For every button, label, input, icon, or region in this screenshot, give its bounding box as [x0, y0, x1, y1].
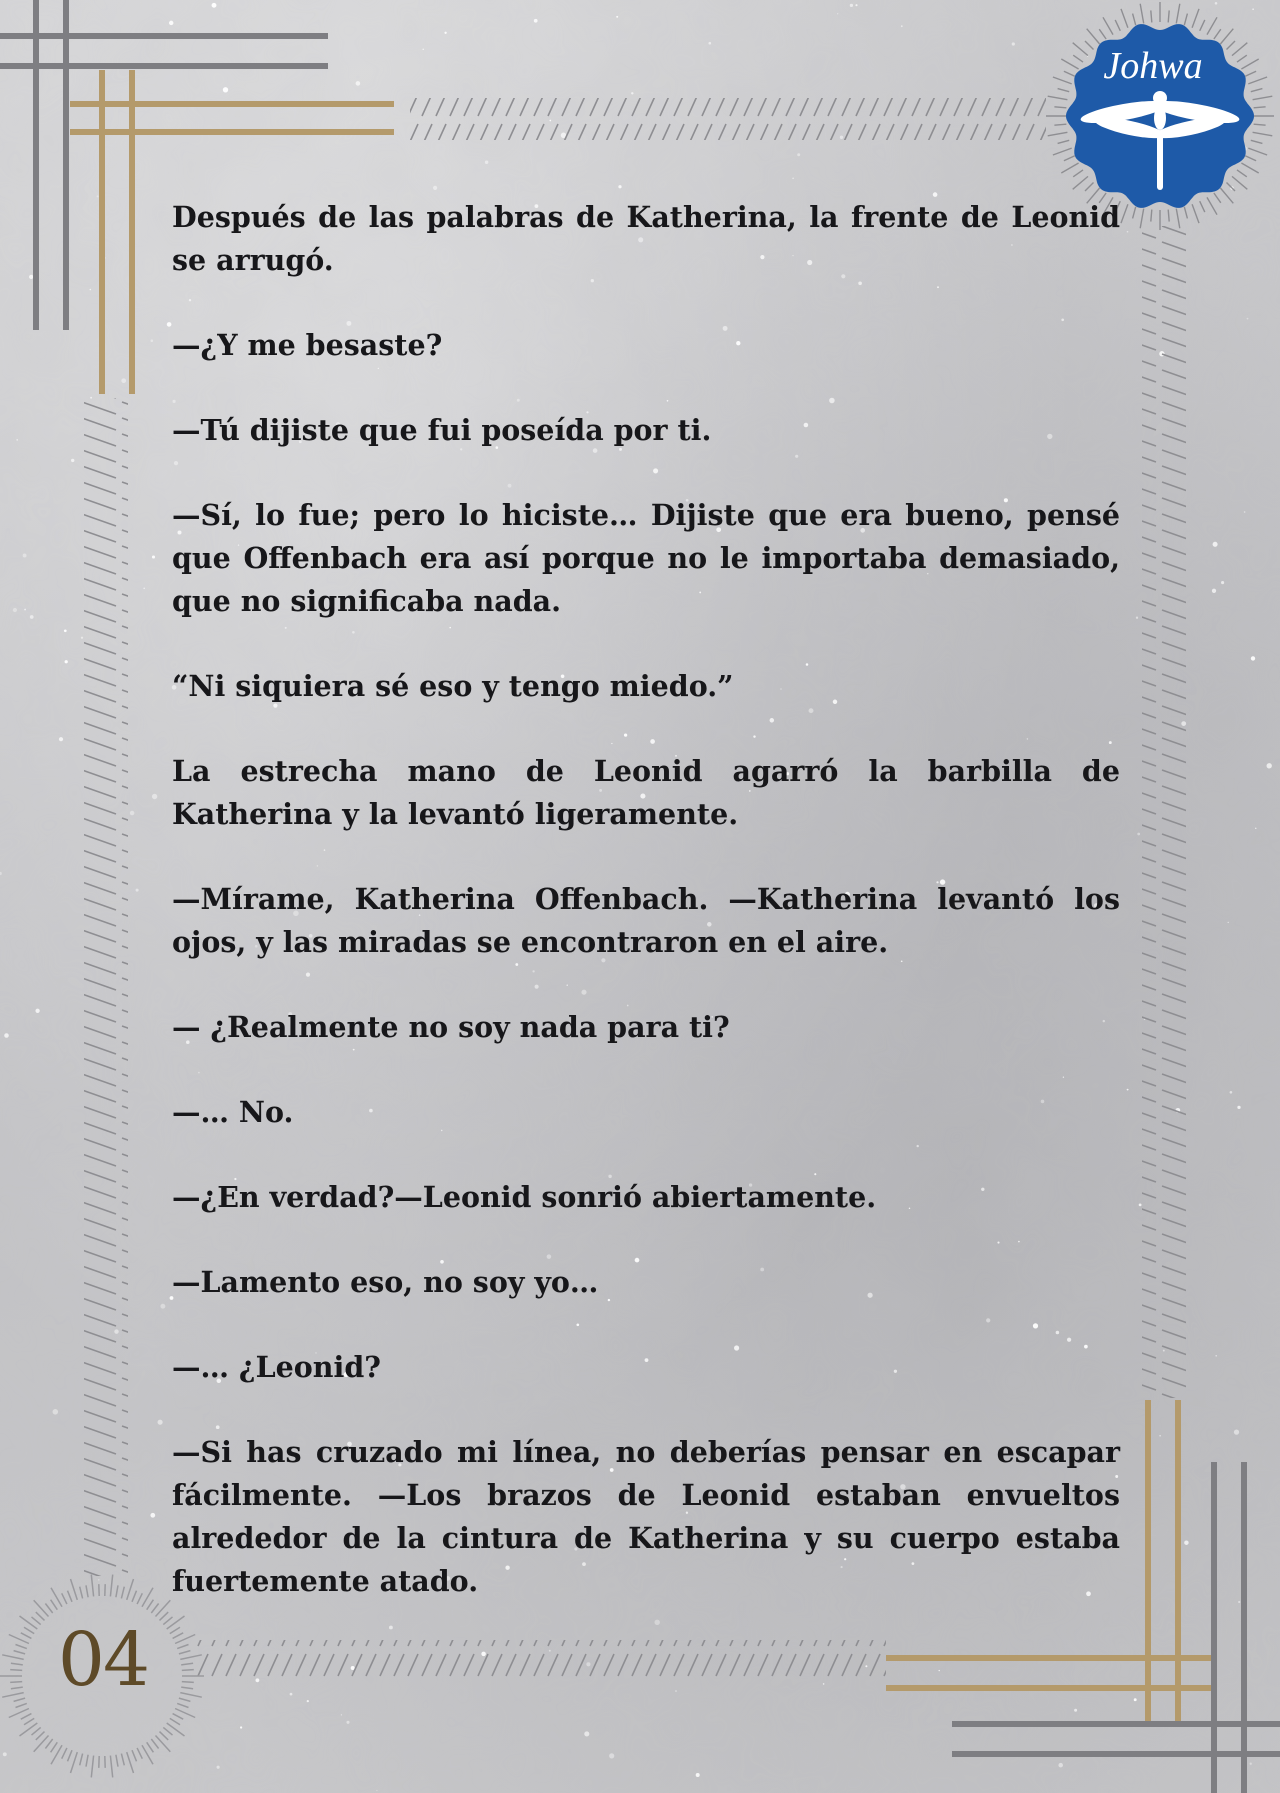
- right-hatch-border: [1142, 226, 1186, 1398]
- sparkle: [136, 889, 139, 892]
- sparkle: [53, 1409, 59, 1415]
- paragraph: “Ni siquiera sé eso y tengo miedo.”: [172, 669, 734, 703]
- sparkle: [609, 1753, 614, 1758]
- sparkle: [1184, 1540, 1188, 1544]
- sparkle: [121, 378, 126, 383]
- sparkle: [433, 186, 437, 190]
- sparkle: [71, 459, 74, 462]
- sparkle: [1213, 542, 1218, 547]
- sparkle: [1255, 828, 1256, 829]
- sparkle: [939, 1670, 940, 1671]
- paragraph: Después de las palabras de Katherina, la frente de Leonid se arrugó.: [172, 200, 1120, 277]
- sparkle: [1012, 42, 1015, 45]
- sparkle: [98, 1579, 100, 1581]
- sparkle: [1267, 763, 1272, 768]
- sparkle: [901, 25, 903, 27]
- sparkle: [151, 339, 154, 342]
- page-number: 04: [57, 1617, 149, 1703]
- logo-ray: [1054, 107, 1066, 108]
- logo-ray: [1168, 10, 1169, 22]
- sparkle: [24, 609, 26, 611]
- sparkle: [376, 1790, 377, 1791]
- sparkle: [341, 1714, 342, 1715]
- sparkle: [696, 1773, 700, 1777]
- sparkle: [143, 587, 145, 589]
- sparkle: [1139, 1204, 1142, 1207]
- sparkle: [1074, 1709, 1077, 1712]
- sparkle: [130, 811, 135, 816]
- sparkle: [29, 275, 33, 279]
- sparkle: [1247, 318, 1249, 320]
- sparkle: [150, 1513, 155, 1518]
- sparkle: [89, 289, 91, 291]
- paragraph: —Lamento eso, no soy yo…: [172, 1265, 599, 1299]
- sparkle: [1212, 589, 1216, 593]
- sunburst-ray: [182, 1682, 194, 1683]
- chapter-text: [172, 196, 1120, 1645]
- sunburst-ray: [10, 1682, 22, 1683]
- sparkle: [850, 4, 853, 7]
- sparkle: [1221, 581, 1224, 584]
- logo-ray: [1151, 10, 1152, 22]
- sparkle: [81, 637, 83, 639]
- sparkle: [1252, 8, 1254, 10]
- sparkle: [837, 13, 838, 14]
- sparkle: [485, 160, 488, 163]
- logo-text: Johwa: [1103, 45, 1203, 87]
- sparkle: [616, 16, 618, 18]
- sparkle: [1058, 1763, 1063, 1768]
- sparkle: [223, 87, 228, 92]
- sparkle: [30, 615, 34, 619]
- sparkle: [823, 1683, 825, 1685]
- sparkle: [534, 19, 538, 23]
- sparkle: [59, 737, 63, 741]
- sparkle: [346, 1721, 349, 1724]
- sparkle: [65, 660, 68, 663]
- paragraph: — ¿Realmente no soy nada para ti?: [172, 1010, 730, 1044]
- sparkle: [1136, 617, 1138, 619]
- sparkle: [23, 554, 27, 558]
- logo-ray: [1254, 124, 1266, 125]
- sparkle: [1127, 231, 1129, 233]
- sparkle: [16, 439, 18, 441]
- sparkle: [1251, 656, 1255, 660]
- sparkle: [152, 794, 157, 799]
- sparkle: [675, 1690, 677, 1692]
- sparkle: [13, 608, 17, 612]
- sparkle: [3, 1752, 7, 1756]
- sparkle: [1237, 1106, 1240, 1109]
- bottom-hatch-border: [196, 1640, 886, 1682]
- paragraph: —… No.: [172, 1095, 294, 1129]
- sparkle: [217, 1766, 220, 1769]
- logo-ray: [1168, 210, 1169, 222]
- sparkle: [290, 1693, 293, 1696]
- sparkle: [631, 92, 633, 94]
- sparkle: [797, 153, 800, 156]
- sparkle: [1238, 1601, 1240, 1603]
- sparkle: [1250, 1763, 1252, 1765]
- sparkle: [158, 1420, 163, 1425]
- sparkle: [708, 42, 711, 45]
- sparkle: [855, 4, 857, 6]
- paragraph: La estrecha mano de Leonid agarró la barbilla de Katherina y la levantó ligeramente.: [172, 754, 1120, 831]
- sparkle: [212, 3, 217, 8]
- logo-ray: [1054, 124, 1066, 125]
- sparkle: [1244, 511, 1246, 513]
- sparkle: [1215, 2, 1218, 5]
- sparkle: [1127, 1089, 1129, 1091]
- sparkle: [97, 195, 99, 197]
- paragraph: —… ¿Leonid?: [172, 1350, 381, 1384]
- paragraph: —Tú dijiste que fui poseída por ti.: [172, 413, 712, 447]
- paragraph: —¿Y me besaste?: [172, 328, 443, 362]
- sparkle: [1137, 833, 1140, 836]
- sunburst-ray: [10, 1670, 22, 1671]
- paragraph: —Si has cruzado mi línea, no deberías pensar en escapar fácilmente. —Los brazos de Leonid estaban envueltos alrededor de la cintura de Katherina y su cuerpo estaba fuertemente atado.: [172, 1435, 1120, 1598]
- sparkle: [356, 81, 361, 86]
- sparkle: [1230, 1091, 1233, 1094]
- sparkle: [444, 32, 446, 34]
- top-hatch-border: [410, 98, 1046, 140]
- sparkle: [240, 1726, 242, 1728]
- paragraph: —Mírame, Katherina Offenbach. —Katherina levantó los ojos, y las miradas se encontraron en el aire.: [172, 882, 1120, 959]
- sparkle: [1134, 1698, 1137, 1701]
- sparkle: [152, 555, 155, 558]
- sparkle: [792, 178, 794, 180]
- sparkle: [584, 1731, 589, 1736]
- logo-ray: [1254, 107, 1266, 108]
- sparkle: [422, 49, 423, 50]
- logo-ray: [1151, 210, 1152, 222]
- sparkle: [4, 1033, 9, 1038]
- sparkle: [167, 322, 172, 327]
- sparkle: [1159, 1435, 1161, 1437]
- sparkle: [35, 1009, 39, 1013]
- sparkle: [618, 185, 621, 188]
- sunburst-ray: [182, 1670, 194, 1671]
- paragraph: —¿En verdad?—Leonid sonrió abiertamente.: [172, 1180, 877, 1214]
- sparkle: [1228, 922, 1229, 923]
- sparkle: [64, 629, 67, 632]
- sparkle: [1215, 1355, 1217, 1357]
- paragraph: —Sí, lo fue; pero lo hiciste… Dijiste que era bueno, pensé que Offenbach era así porque no le importaba demasiado, que no significaba nada.: [172, 498, 1120, 618]
- left-hatch-border: [84, 398, 128, 1576]
- sparkle: [307, 1700, 309, 1702]
- sparkle: [160, 1304, 165, 1309]
- sparkle: [1234, 1429, 1239, 1434]
- sparkle: [169, 21, 173, 25]
